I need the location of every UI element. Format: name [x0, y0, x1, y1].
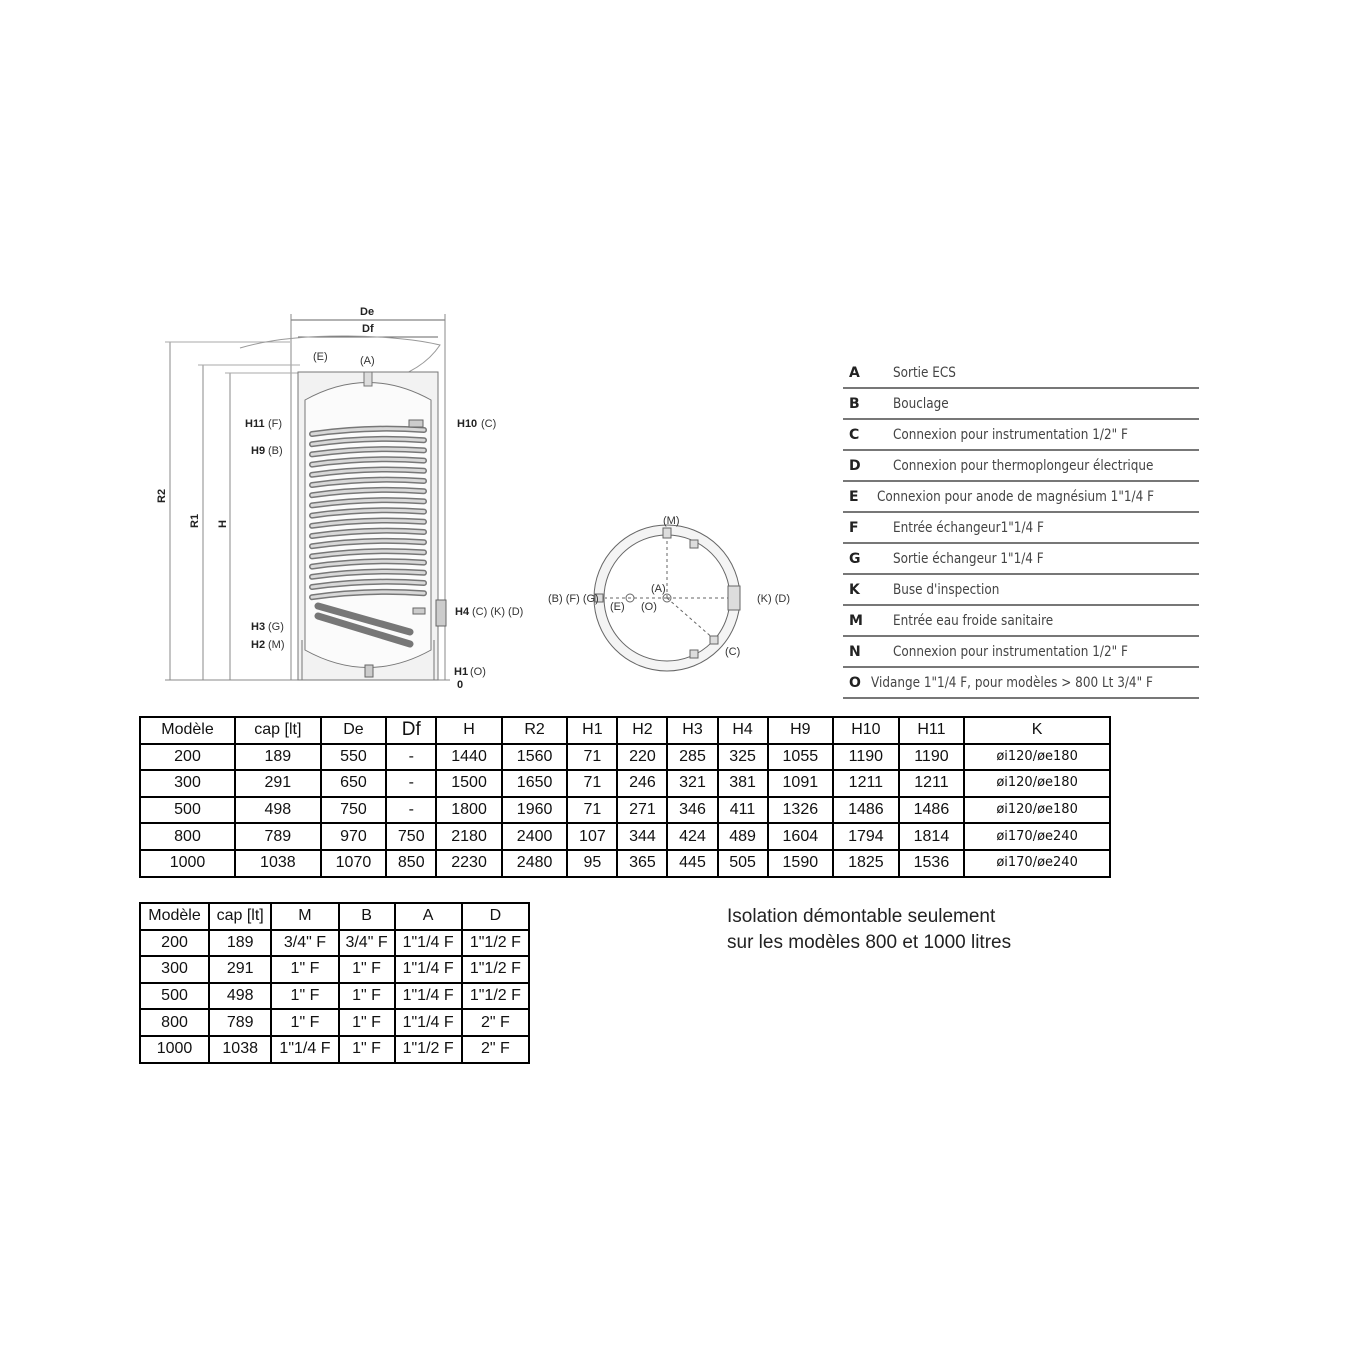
header-cell: R2 — [502, 717, 568, 744]
legend-code: N — [849, 643, 861, 660]
label-De: De — [360, 306, 375, 318]
table-row — [140, 770, 1110, 797]
table-cell: øi170/øe240 — [964, 850, 1110, 877]
table-row — [140, 956, 529, 983]
table-cell: 1055 — [768, 744, 834, 771]
table-row — [140, 850, 1110, 877]
table-cell: 424 — [667, 823, 717, 850]
header-cell: H2 — [617, 717, 667, 744]
table-cell: 1000 — [140, 1036, 209, 1063]
table-cell: - — [386, 770, 436, 797]
table-cell: 200 — [140, 744, 235, 771]
table-cell: 2" F — [462, 1009, 529, 1036]
label-H10-sub: (C) — [481, 418, 497, 430]
table-cell: 2180 — [436, 823, 502, 850]
table-cell: 71 — [567, 797, 617, 824]
table-row — [140, 1009, 529, 1036]
top-label-M: (M) — [663, 515, 680, 527]
legend-description: Vidange 1"1/4 F, pour modèles > 800 Lt 3/4" F — [871, 674, 1154, 691]
label-A: (A) — [360, 355, 375, 367]
table-cell: 411 — [718, 797, 768, 824]
table-cell: 1" F — [339, 1036, 395, 1063]
table-cell: øi120/øe180 — [964, 744, 1110, 771]
label-H11: H11 — [245, 418, 265, 430]
table-cell: 750 — [321, 797, 387, 824]
table-cell: 445 — [667, 850, 717, 877]
legend-description: Connexion pour thermoplongeur électrique — [893, 457, 1154, 474]
table-cell: 189 — [235, 744, 321, 771]
legend-description: Connexion pour instrumentation 1/2" F — [893, 426, 1128, 443]
table-cell: 500 — [140, 797, 235, 824]
table-cell: 489 — [718, 823, 768, 850]
table-cell: 970 — [321, 823, 387, 850]
header-cell: B — [339, 903, 395, 930]
table-cell: 850 — [386, 850, 436, 877]
table-cell: 291 — [209, 956, 271, 983]
header-cell: M — [271, 903, 338, 930]
table-row — [140, 930, 529, 957]
label-H1: H1 — [454, 666, 469, 678]
table-cell: 189 — [209, 930, 271, 957]
label-H4: H4 — [455, 606, 470, 618]
table-cell: 1650 — [502, 770, 568, 797]
table-cell: 1794 — [833, 823, 899, 850]
header-cell: H10 — [833, 717, 899, 744]
table-cell: 1814 — [899, 823, 965, 850]
header-cell: Df — [386, 717, 436, 744]
table-cell: 344 — [617, 823, 667, 850]
table-cell: 1091 — [768, 770, 834, 797]
table-cell: 381 — [718, 770, 768, 797]
connections-table — [139, 902, 530, 1064]
legend-code: K — [849, 581, 860, 598]
label-H: H — [217, 520, 229, 528]
label-H3: H3 — [251, 621, 266, 633]
header-cell: D — [462, 903, 529, 930]
legend-item — [843, 606, 1199, 637]
table-cell: 346 — [667, 797, 717, 824]
table-cell: 1"1/4 F — [271, 1036, 338, 1063]
label-H1-sub: (O) — [470, 666, 486, 678]
table-cell: 1326 — [768, 797, 834, 824]
table-cell: 1536 — [899, 850, 965, 877]
table-row — [140, 823, 1110, 850]
table-cell: 95 — [567, 850, 617, 877]
header-cell: cap [lt] — [235, 717, 321, 744]
legend-item — [843, 420, 1199, 451]
top-label-C: (C) — [725, 646, 741, 658]
legend-description: Entrée eau froide sanitaire — [893, 612, 1054, 629]
table-cell: 1"1/2 F — [462, 956, 529, 983]
tank-side-view — [165, 314, 450, 680]
legend-description: Entrée échangeur1"1/4 F — [893, 519, 1044, 536]
label-H10: H10 — [457, 418, 478, 430]
table-cell: 500 — [140, 983, 209, 1010]
table-cell: 300 — [140, 770, 235, 797]
table-row — [140, 1036, 529, 1063]
table-cell: 1604 — [768, 823, 834, 850]
table-cell: 1486 — [833, 797, 899, 824]
legend-code: F — [849, 519, 859, 536]
table-cell: 2" F — [462, 1036, 529, 1063]
note-line-1: Isolation démontable seulement — [727, 906, 996, 927]
header-cell: H3 — [667, 717, 717, 744]
header-cell: Modèle — [140, 903, 209, 930]
table-cell: 3/4" F — [339, 930, 395, 957]
legend-code: G — [849, 550, 861, 567]
label-R2: R2 — [156, 488, 168, 503]
table-cell: 789 — [235, 823, 321, 850]
header-cell: Modèle — [140, 717, 235, 744]
header-cell: H4 — [718, 717, 768, 744]
label-E: (E) — [313, 351, 328, 363]
table-header-row — [140, 903, 529, 930]
table-cell: 800 — [140, 823, 235, 850]
tank-top-view — [594, 525, 740, 671]
table-cell: 1"1/2 F — [462, 930, 529, 957]
legend-description: Sortie ECS — [893, 364, 956, 381]
legend-description: Sortie échangeur 1"1/4 F — [893, 550, 1044, 567]
table-cell: 1"1/4 F — [395, 1009, 462, 1036]
table-cell: 1800 — [436, 797, 502, 824]
table-header-row — [140, 717, 1110, 744]
table-cell: øi170/øe240 — [964, 823, 1110, 850]
table-cell: øi120/øe180 — [964, 770, 1110, 797]
note-line-2: sur les modèles 800 et 1000 litres — [727, 932, 1012, 953]
legend-code: E — [849, 488, 859, 505]
table-cell: 271 — [617, 797, 667, 824]
table-cell: 1"1/2 F — [395, 1036, 462, 1063]
table-cell: 1825 — [833, 850, 899, 877]
table-cell: 650 — [321, 770, 387, 797]
label-H9-sub: (B) — [268, 445, 283, 457]
legend-code: A — [849, 364, 860, 381]
legend-item — [843, 637, 1199, 668]
top-label-A: (A) — [651, 583, 666, 595]
table-cell: 1"1/4 F — [395, 930, 462, 957]
table-cell: 285 — [667, 744, 717, 771]
table-cell: 550 — [321, 744, 387, 771]
top-label-BFG: (B) (F) (G) — [548, 593, 599, 605]
header-cell: A — [395, 903, 462, 930]
table-row — [140, 797, 1110, 824]
legend-item — [843, 451, 1199, 482]
table-cell: 750 — [386, 823, 436, 850]
header-cell: H — [436, 717, 502, 744]
legend-item — [843, 668, 1199, 699]
legend-item — [843, 358, 1199, 389]
legend-code: C — [849, 426, 860, 443]
table-cell: 1960 — [502, 797, 568, 824]
table-cell: 1211 — [899, 770, 965, 797]
header-cell: H9 — [768, 717, 834, 744]
table-cell: 1000 — [140, 850, 235, 877]
label-Df: Df — [362, 323, 374, 335]
legend-code: O — [849, 674, 861, 691]
label-H2: H2 — [251, 639, 266, 651]
table-cell: 365 — [617, 850, 667, 877]
label-zero: 0 — [457, 679, 464, 691]
table-cell: - — [386, 744, 436, 771]
legend-item — [843, 544, 1199, 575]
table-cell: 246 — [617, 770, 667, 797]
table-cell: 498 — [209, 983, 271, 1010]
table-cell: øi120/øe180 — [964, 797, 1110, 824]
table-row — [140, 983, 529, 1010]
table-cell: 1"1/2 F — [462, 983, 529, 1010]
table-row — [140, 744, 1110, 771]
table-cell: 1038 — [235, 850, 321, 877]
legend-code: M — [849, 612, 863, 629]
table-cell: 1211 — [833, 770, 899, 797]
label-H11-sub: (F) — [268, 418, 283, 430]
legend-item — [843, 389, 1199, 420]
table-cell: 1" F — [339, 956, 395, 983]
header-cell: cap [lt] — [209, 903, 271, 930]
table-cell: 1" F — [271, 956, 338, 983]
table-cell: 1190 — [833, 744, 899, 771]
table-cell: 1"1/4 F — [395, 983, 462, 1010]
label-R1: R1 — [189, 513, 201, 528]
table-cell: 107 — [567, 823, 617, 850]
table-cell: 321 — [667, 770, 717, 797]
table-cell: 1560 — [502, 744, 568, 771]
table-cell: 1190 — [899, 744, 965, 771]
table-cell: - — [386, 797, 436, 824]
table-cell: 220 — [617, 744, 667, 771]
label-H4-sub: (C) (K) (D) — [472, 606, 524, 618]
table-cell: 1038 — [209, 1036, 271, 1063]
table-cell: 498 — [235, 797, 321, 824]
table-cell: 1" F — [339, 983, 395, 1010]
table-cell: 200 — [140, 930, 209, 957]
top-label-KD: (K) (D) — [757, 593, 790, 605]
legend-description: Connexion pour instrumentation 1/2" F — [893, 643, 1128, 660]
table-cell: 1" F — [339, 1009, 395, 1036]
label-H9: H9 — [251, 445, 266, 457]
insulation-note — [727, 904, 1011, 956]
table-cell: 505 — [718, 850, 768, 877]
legend-description: Bouclage — [893, 395, 949, 412]
table-cell: 300 — [140, 956, 209, 983]
table-cell: 1"1/4 F — [395, 956, 462, 983]
table-cell: 1500 — [436, 770, 502, 797]
connection-legend — [843, 358, 1199, 699]
table-cell: 2400 — [502, 823, 568, 850]
table-cell: 1070 — [321, 850, 387, 877]
header-cell: H1 — [567, 717, 617, 744]
top-label-O: (O) — [641, 601, 657, 613]
table-cell: 1" F — [271, 1009, 338, 1036]
table-cell: 291 — [235, 770, 321, 797]
table-cell: 789 — [209, 1009, 271, 1036]
legend-code: B — [849, 395, 860, 412]
dimensions-table — [139, 716, 1111, 878]
label-H2-sub: (M) — [268, 639, 285, 651]
legend-code: D — [849, 457, 861, 474]
table-cell: 3/4" F — [271, 930, 338, 957]
table-cell: 800 — [140, 1009, 209, 1036]
legend-item — [843, 482, 1199, 513]
legend-description: Buse d'inspection — [893, 581, 1000, 598]
header-cell: H11 — [899, 717, 965, 744]
legend-item — [843, 513, 1199, 544]
top-label-E: (E) — [610, 601, 625, 613]
table-cell: 71 — [567, 744, 617, 771]
legend-item — [843, 575, 1199, 606]
label-H3-sub: (G) — [268, 621, 284, 633]
table-cell: 325 — [718, 744, 768, 771]
table-cell: 1486 — [899, 797, 965, 824]
table-cell: 1" F — [271, 983, 338, 1010]
table-cell: 1590 — [768, 850, 834, 877]
header-cell: K — [964, 717, 1110, 744]
table-cell: 2230 — [436, 850, 502, 877]
table-cell: 2480 — [502, 850, 568, 877]
legend-description: Connexion pour anode de magnésium 1"1/4 F — [876, 488, 1154, 505]
table-cell: 71 — [567, 770, 617, 797]
header-cell: De — [321, 717, 387, 744]
table-cell: 1440 — [436, 744, 502, 771]
